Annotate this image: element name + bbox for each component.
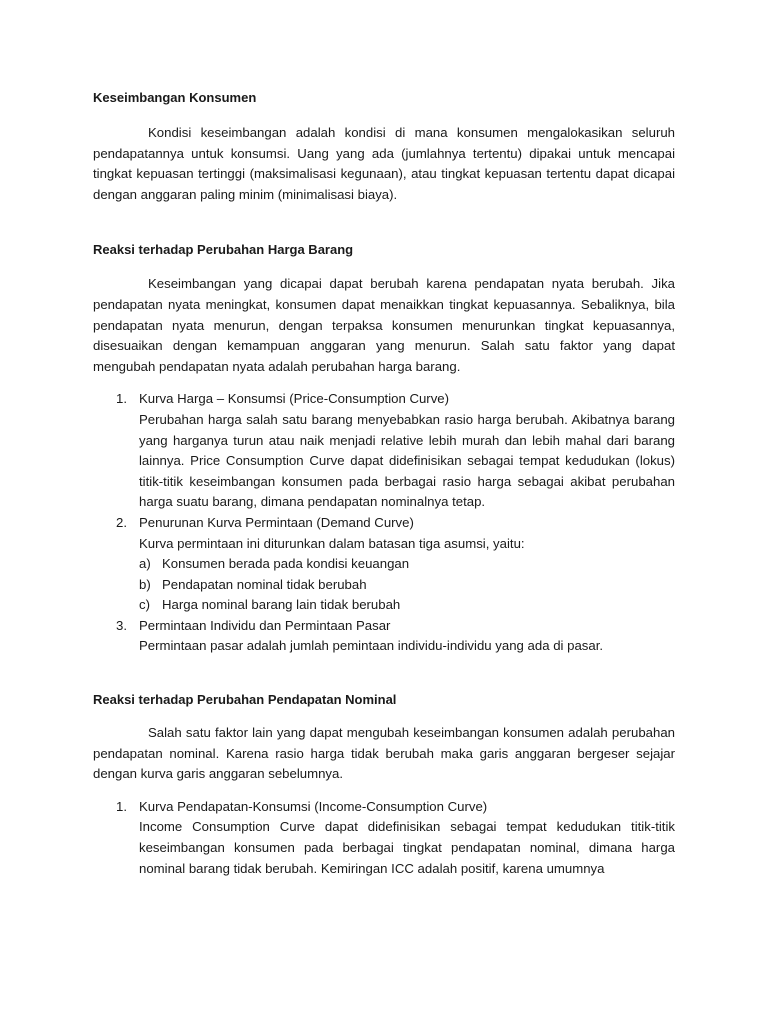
section-heading: Reaksi terhadap Perubahan Pendapatan Nominal [93, 692, 397, 708]
list-item-body: Perubahan harga salah satu barang menyebabkan rasio harga berubah. Akibatnya barang yang harganya turun atau naik menjadi relative lebih murah dan lebih mahal dari barang lainnya. Price Consumption Curve dapat didefinisikan sebagai tempat kedudukan (lokus) titik-titik keseimbangan konsumen pada berbagai rasio harga sebagai akibat perubahan harga suatu barang, dimana pendapatan nominalnya tetap. [139, 411, 675, 510]
section-paragraph: Salah satu faktor lain yang dapat mengubah keseimbangan konsumen adalah perubahan pendapatan nominal. Karena rasio harga tidak berubah maka garis anggaran bergeser sejajar dengan kurva garis anggaran sebelumnya. [93, 725, 675, 782]
sublist-letter: b) [139, 576, 151, 592]
section-paragraph: Keseimbangan yang dicapai dapat berubah karena pendapatan nyata berubah. Jika pendapatan nyata meningkat, konsumen dapat menaikkan tingkat kepuasannya. Sebaliknya, bila pendapatan nyata menurun, dengan terpaksa konsumen menurunkan tingkat kepuasannya, disesuaikan dengan kemampuan anggaran yang menurun. Salah satu faktor yang dapat mengubah pendapatan nyata adalah perubahan harga barang. [93, 276, 675, 374]
list-number: 2. [116, 514, 127, 530]
list-number: 1. [116, 391, 127, 407]
list-item-title: Kurva Harga – Konsumsi (Price-Consumption Curve) [139, 391, 450, 407]
list-number: 1. [116, 798, 127, 814]
sublist-letter: c) [139, 597, 150, 613]
document-page [93, 88, 675, 879]
sublist-letter: a) [139, 556, 151, 572]
sublist-text: Pendapatan nominal tidak berubah [162, 576, 367, 592]
list-number: 3. [116, 617, 127, 633]
list-item [93, 797, 675, 879]
list-item [93, 389, 675, 513]
sublist-item [139, 575, 675, 596]
list-item-body: Permintaan pasar adalah jumlah pemintaan individu-individu yang ada di pasar. [139, 638, 604, 654]
numbered-list [93, 389, 675, 657]
section-heading: Reaksi terhadap Perubahan Harga Barang [93, 242, 354, 258]
numbered-list [93, 797, 675, 879]
section-heading: Keseimbangan Konsumen [93, 90, 257, 105]
list-item-title: Kurva Pendapatan-Konsumsi (Income-Consumption Curve) [139, 798, 488, 814]
sublist-text: Harga nominal barang lain tidak berubah [162, 597, 401, 613]
lettered-sublist [139, 554, 675, 616]
sublist-text: Konsumen berada pada kondisi keuangan [162, 556, 410, 572]
list-item-body: Income Consumption Curve dapat didefinisikan sebagai tempat kedudukan titik-titik keseimbangan konsumen pada berbagai tingkat pendapatan nominal, dimana harga nominal barang tidak berubah. Kemiringan ICC adalah positif, karena umumnya [139, 819, 675, 876]
sublist-item [139, 554, 675, 575]
list-item [93, 616, 675, 657]
list-item-title: Penurunan Kurva Permintaan (Demand Curve) [139, 514, 414, 530]
list-item-body: Kurva permintaan ini diturunkan dalam batasan tiga asumsi, yaitu: [139, 535, 525, 551]
sublist-item [139, 595, 675, 616]
section-paragraph: Kondisi keseimbangan adalah kondisi di mana konsumen mengalokasikan seluruh pendapatannya untuk konsumsi. Uang yang ada (jumlahnya tertentu) dipakai untuk mencapai tingkat kepuasan tertinggi (maksimalisasi kegunaan), atau tingkat kepuasan tertentu dapat dicapai dengan anggaran paling minim (minimalisasi biaya). [93, 125, 675, 202]
list-item [93, 513, 675, 616]
list-item-title: Permintaan Individu dan Permintaan Pasar [139, 617, 391, 633]
